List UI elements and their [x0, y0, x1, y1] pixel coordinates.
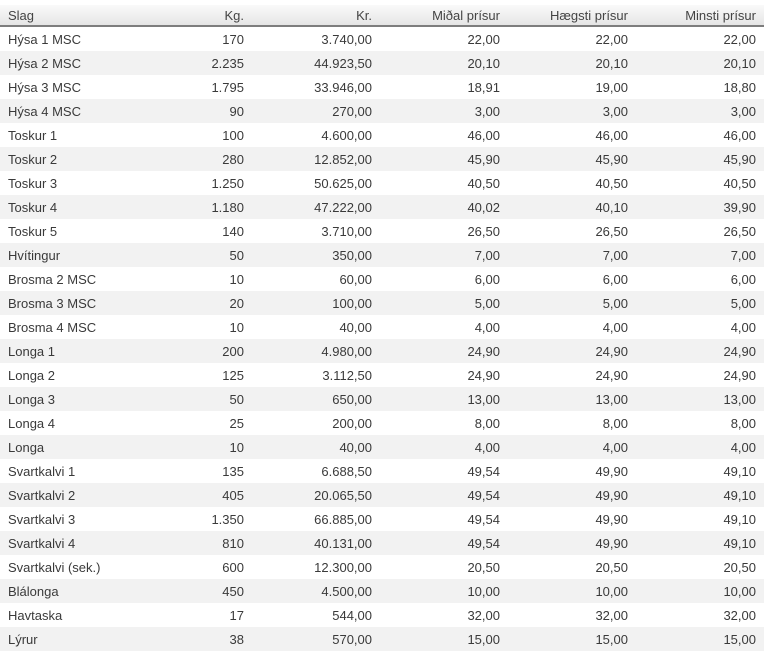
cell-midal: 26,50 — [380, 219, 508, 243]
cell-midal: 20,10 — [380, 51, 508, 75]
cell-slag: Hýsa 3 MSC — [0, 75, 124, 99]
cell-midal: 6,00 — [380, 267, 508, 291]
cell-slag: Longa 2 — [0, 363, 124, 387]
cell-haegsti: 3,00 — [508, 99, 636, 123]
cell-kr: 12.852,00 — [252, 147, 380, 171]
cell-minsti: 20,50 — [636, 555, 764, 579]
cell-minsti: 10,00 — [636, 579, 764, 603]
table-row — [0, 435, 764, 459]
cell-kr: 4.600,00 — [252, 123, 380, 147]
table-row — [0, 243, 764, 267]
cell-haegsti: 20,50 — [508, 555, 636, 579]
table-row — [0, 123, 764, 147]
cell-midal: 15,00 — [380, 627, 508, 651]
cell-haegsti: 46,00 — [508, 123, 636, 147]
cell-haegsti: 45,90 — [508, 147, 636, 171]
cell-kg: 20 — [124, 291, 252, 315]
cell-kg: 50 — [124, 387, 252, 411]
cell-midal: 32,00 — [380, 603, 508, 627]
cell-slag: Hýsa 4 MSC — [0, 99, 124, 123]
cell-slag: Svartkalvi 3 — [0, 507, 124, 531]
cell-kg: 10 — [124, 315, 252, 339]
column-header-minsti: Minsti prísur — [636, 5, 764, 26]
table-body — [0, 26, 764, 651]
cell-minsti: 8,00 — [636, 411, 764, 435]
cell-midal: 22,00 — [380, 26, 508, 51]
cell-minsti: 3,00 — [636, 99, 764, 123]
cell-slag: Hýsa 1 MSC — [0, 26, 124, 51]
table-row — [0, 99, 764, 123]
cell-kr: 20.065,50 — [252, 483, 380, 507]
cell-haegsti: 40,10 — [508, 195, 636, 219]
cell-haegsti: 8,00 — [508, 411, 636, 435]
cell-haegsti: 26,50 — [508, 219, 636, 243]
header-row — [0, 5, 764, 26]
cell-minsti: 49,10 — [636, 459, 764, 483]
cell-kg: 10 — [124, 435, 252, 459]
cell-slag: Havtaska — [0, 603, 124, 627]
table-row — [0, 555, 764, 579]
cell-slag: Longa 4 — [0, 411, 124, 435]
cell-minsti: 40,50 — [636, 171, 764, 195]
cell-kr: 350,00 — [252, 243, 380, 267]
cell-kg: 25 — [124, 411, 252, 435]
cell-slag: Blálonga — [0, 579, 124, 603]
cell-kg: 10 — [124, 267, 252, 291]
cell-midal: 24,90 — [380, 339, 508, 363]
cell-slag: Toskur 4 — [0, 195, 124, 219]
cell-slag: Longa 3 — [0, 387, 124, 411]
cell-kg: 90 — [124, 99, 252, 123]
table-row — [0, 411, 764, 435]
column-header-slag: Slag — [0, 5, 124, 26]
cell-kr: 47.222,00 — [252, 195, 380, 219]
cell-haegsti: 4,00 — [508, 315, 636, 339]
cell-kr: 44.923,50 — [252, 51, 380, 75]
table-row — [0, 51, 764, 75]
cell-kg: 140 — [124, 219, 252, 243]
column-header-haegsti: Hægsti prísur — [508, 5, 636, 26]
cell-kg: 405 — [124, 483, 252, 507]
cell-kr: 100,00 — [252, 291, 380, 315]
table-row — [0, 531, 764, 555]
cell-minsti: 7,00 — [636, 243, 764, 267]
cell-slag: Hýsa 2 MSC — [0, 51, 124, 75]
table-row — [0, 483, 764, 507]
cell-kg: 17 — [124, 603, 252, 627]
cell-slag: Svartkalvi 1 — [0, 459, 124, 483]
cell-kg: 1.250 — [124, 171, 252, 195]
cell-haegsti: 7,00 — [508, 243, 636, 267]
cell-slag: Longa — [0, 435, 124, 459]
cell-minsti: 49,10 — [636, 531, 764, 555]
cell-haegsti: 40,50 — [508, 171, 636, 195]
cell-haegsti: 4,00 — [508, 435, 636, 459]
cell-minsti: 45,90 — [636, 147, 764, 171]
cell-midal: 7,00 — [380, 243, 508, 267]
cell-kr: 650,00 — [252, 387, 380, 411]
cell-midal: 4,00 — [380, 315, 508, 339]
cell-kg: 600 — [124, 555, 252, 579]
cell-slag: Svartkalvi (sek.) — [0, 555, 124, 579]
cell-midal: 13,00 — [380, 387, 508, 411]
cell-kr: 3.710,00 — [252, 219, 380, 243]
cell-slag: Svartkalvi 2 — [0, 483, 124, 507]
cell-minsti: 24,90 — [636, 339, 764, 363]
table-row — [0, 387, 764, 411]
cell-slag: Toskur 3 — [0, 171, 124, 195]
cell-kr: 50.625,00 — [252, 171, 380, 195]
cell-minsti: 22,00 — [636, 26, 764, 51]
cell-slag: Longa 1 — [0, 339, 124, 363]
cell-kr: 40.131,00 — [252, 531, 380, 555]
cell-midal: 49,54 — [380, 483, 508, 507]
cell-midal: 18,91 — [380, 75, 508, 99]
table-row — [0, 579, 764, 603]
fish-price-table — [0, 5, 764, 651]
column-header-kr: Kr. — [252, 5, 380, 26]
cell-kr: 12.300,00 — [252, 555, 380, 579]
cell-haegsti: 49,90 — [508, 459, 636, 483]
cell-kg: 280 — [124, 147, 252, 171]
cell-haegsti: 49,90 — [508, 507, 636, 531]
cell-minsti: 4,00 — [636, 315, 764, 339]
cell-kg: 170 — [124, 26, 252, 51]
cell-kg: 450 — [124, 579, 252, 603]
cell-kr: 60,00 — [252, 267, 380, 291]
cell-kg: 125 — [124, 363, 252, 387]
cell-minsti: 5,00 — [636, 291, 764, 315]
cell-kg: 200 — [124, 339, 252, 363]
table-row — [0, 26, 764, 51]
cell-haegsti: 24,90 — [508, 339, 636, 363]
cell-kr: 6.688,50 — [252, 459, 380, 483]
cell-kr: 66.885,00 — [252, 507, 380, 531]
table-row — [0, 75, 764, 99]
cell-midal: 49,54 — [380, 531, 508, 555]
cell-minsti: 46,00 — [636, 123, 764, 147]
table-row — [0, 171, 764, 195]
cell-slag: Toskur 5 — [0, 219, 124, 243]
cell-midal: 20,50 — [380, 555, 508, 579]
table-row — [0, 315, 764, 339]
cell-kg: 135 — [124, 459, 252, 483]
cell-kr: 270,00 — [252, 99, 380, 123]
cell-midal: 4,00 — [380, 435, 508, 459]
cell-slag: Brosma 3 MSC — [0, 291, 124, 315]
cell-minsti: 49,10 — [636, 483, 764, 507]
cell-kg: 810 — [124, 531, 252, 555]
cell-slag: Brosma 4 MSC — [0, 315, 124, 339]
cell-minsti: 49,10 — [636, 507, 764, 531]
cell-kr: 3.112,50 — [252, 363, 380, 387]
cell-haegsti: 10,00 — [508, 579, 636, 603]
table-row — [0, 219, 764, 243]
table-row — [0, 339, 764, 363]
cell-kr: 33.946,00 — [252, 75, 380, 99]
cell-kg: 100 — [124, 123, 252, 147]
cell-kg: 1.350 — [124, 507, 252, 531]
table-row — [0, 627, 764, 651]
table-row — [0, 195, 764, 219]
cell-kr: 3.740,00 — [252, 26, 380, 51]
cell-minsti: 15,00 — [636, 627, 764, 651]
table-row — [0, 147, 764, 171]
cell-midal: 49,54 — [380, 507, 508, 531]
cell-midal: 40,02 — [380, 195, 508, 219]
cell-minsti: 13,00 — [636, 387, 764, 411]
column-header-midal: Miðal prísur — [380, 5, 508, 26]
cell-midal: 46,00 — [380, 123, 508, 147]
cell-minsti: 20,10 — [636, 51, 764, 75]
cell-minsti: 32,00 — [636, 603, 764, 627]
cell-kg: 38 — [124, 627, 252, 651]
cell-haegsti: 49,90 — [508, 531, 636, 555]
cell-midal: 8,00 — [380, 411, 508, 435]
cell-kr: 570,00 — [252, 627, 380, 651]
table-row — [0, 267, 764, 291]
cell-kr: 40,00 — [252, 435, 380, 459]
cell-haegsti: 15,00 — [508, 627, 636, 651]
cell-slag: Lýrur — [0, 627, 124, 651]
cell-midal: 5,00 — [380, 291, 508, 315]
cell-haegsti: 32,00 — [508, 603, 636, 627]
cell-haegsti: 5,00 — [508, 291, 636, 315]
cell-kr: 544,00 — [252, 603, 380, 627]
cell-slag: Toskur 1 — [0, 123, 124, 147]
cell-minsti: 39,90 — [636, 195, 764, 219]
cell-kg: 50 — [124, 243, 252, 267]
column-header-kg: Kg. — [124, 5, 252, 26]
cell-midal: 24,90 — [380, 363, 508, 387]
table-row — [0, 459, 764, 483]
cell-midal: 40,50 — [380, 171, 508, 195]
cell-kg: 1.795 — [124, 75, 252, 99]
table-row — [0, 603, 764, 627]
cell-slag: Toskur 2 — [0, 147, 124, 171]
cell-slag: Svartkalvi 4 — [0, 531, 124, 555]
cell-kr: 40,00 — [252, 315, 380, 339]
cell-haegsti: 6,00 — [508, 267, 636, 291]
cell-midal: 3,00 — [380, 99, 508, 123]
cell-minsti: 26,50 — [636, 219, 764, 243]
table-row — [0, 291, 764, 315]
cell-slag: Hvítingur — [0, 243, 124, 267]
cell-haegsti: 49,90 — [508, 483, 636, 507]
cell-kr: 4.980,00 — [252, 339, 380, 363]
cell-slag: Brosma 2 MSC — [0, 267, 124, 291]
cell-haegsti: 24,90 — [508, 363, 636, 387]
cell-kr: 200,00 — [252, 411, 380, 435]
cell-midal: 45,90 — [380, 147, 508, 171]
cell-minsti: 18,80 — [636, 75, 764, 99]
cell-midal: 49,54 — [380, 459, 508, 483]
cell-kr: 4.500,00 — [252, 579, 380, 603]
cell-minsti: 4,00 — [636, 435, 764, 459]
cell-haegsti: 20,10 — [508, 51, 636, 75]
cell-minsti: 6,00 — [636, 267, 764, 291]
cell-kg: 2.235 — [124, 51, 252, 75]
cell-haegsti: 22,00 — [508, 26, 636, 51]
cell-minsti: 24,90 — [636, 363, 764, 387]
cell-midal: 10,00 — [380, 579, 508, 603]
cell-kg: 1.180 — [124, 195, 252, 219]
cell-haegsti: 13,00 — [508, 387, 636, 411]
table-row — [0, 507, 764, 531]
table-row — [0, 363, 764, 387]
cell-haegsti: 19,00 — [508, 75, 636, 99]
